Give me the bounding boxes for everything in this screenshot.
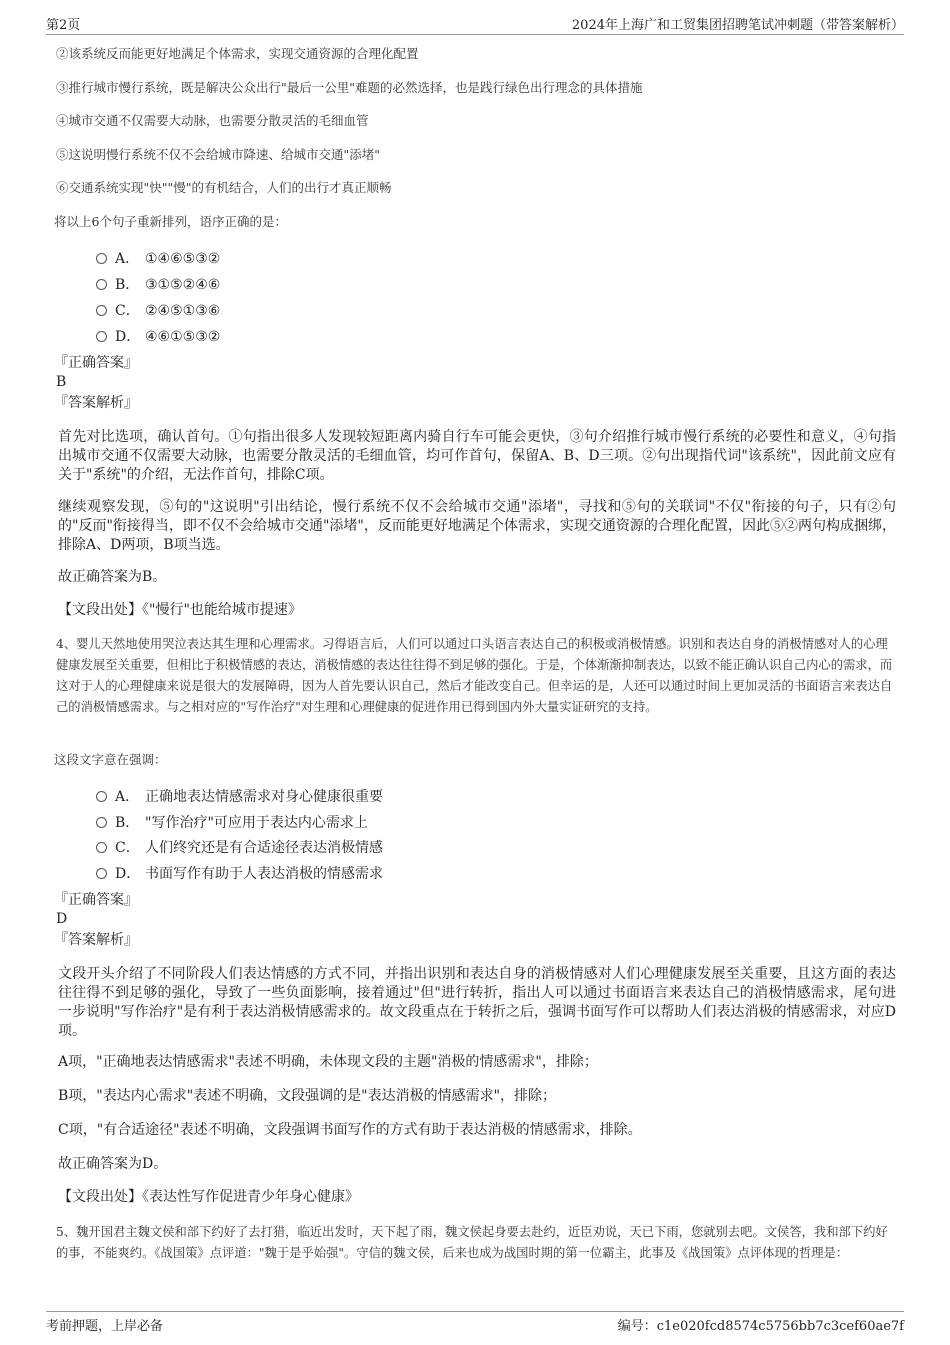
q3-sentence-4: ④城市交通不仅需要大动脉，也需要分散灵活的毛细血管 bbox=[56, 113, 369, 128]
option-letter: D． bbox=[115, 329, 141, 345]
q4-option-a[interactable] bbox=[96, 786, 383, 806]
q3-conclusion: 故正确答案为B。 bbox=[58, 569, 167, 585]
q3-sentence-2: ②该系统反而能更好地满足个体需求，实现交通资源的合理化配置 bbox=[56, 46, 419, 61]
q4-option-c[interactable] bbox=[96, 837, 383, 857]
q3-option-b[interactable] bbox=[96, 274, 220, 294]
q4-analysis-c: C项，"有合适途径"表述不明确，文段强调书面写作的方式有助于表达消极的情感需求，排除。 bbox=[58, 1122, 642, 1138]
page-footer bbox=[46, 1311, 904, 1338]
q4-analysis-b: B项，"表达内心需求"表述不明确，文段强调的是"表达消极的情感需求"，排除； bbox=[58, 1088, 557, 1104]
q4-source: 【文段出处】《表达性写作促进青少年身心健康》 bbox=[58, 1189, 359, 1205]
q3-source: 【文段出处】《"慢行"也能给城市提速》 bbox=[58, 602, 302, 618]
option-letter: A． bbox=[115, 251, 140, 267]
radio-icon[interactable] bbox=[96, 842, 107, 853]
option-text: 正确地表达情感需求对身心健康很重要 bbox=[145, 789, 383, 805]
option-text: ③①⑤②④⑥ bbox=[145, 277, 221, 293]
option-letter: C． bbox=[115, 303, 140, 319]
option-letter: A． bbox=[115, 789, 140, 805]
option-text: "写作治疗"可应用于表达内心需求上 bbox=[145, 815, 368, 831]
option-text: 人们终究还是有合适途径表达消极情感 bbox=[145, 840, 383, 856]
page-header bbox=[46, 14, 904, 35]
q4-stem: 4、婴儿天然地使用哭泣表达其生理和心理需求。习得语言后，人们可以通过口头语言表达自己的积极或消极情感。识别和表达自身的消极情感对人的心理健康发展至关重要，但相比于积极情感的表达，消极情感的表达往往得不到足够的强化。于是，个体渐渐抑制表达，以致不能正确认识自己内心的需求，而这对于人的心理健康来说是很大的发展障碍，因为人首先要认识自己，然后才能改变自己。但幸运的是，人还可以通过时间上更加灵活的书面语言来表达自己的消极情感需求。与之相对应的"写作治疗"对生理和心理健康的促进作用已得到国内外大量实证研究的支持。 bbox=[56, 637, 893, 714]
footer-slogan: 考前押题，上岸必备 bbox=[46, 1319, 164, 1334]
q3-prompt: 将以上6个句子重新排列，语序正确的是： bbox=[54, 214, 287, 229]
option-letter: C． bbox=[115, 840, 140, 856]
option-letter: B． bbox=[115, 277, 140, 293]
radio-icon[interactable] bbox=[96, 868, 107, 879]
q4-analysis-a: A项，"正确地表达情感需求"表述不明确，未体现文段的主题"消极的情感需求"，排除； bbox=[58, 1054, 598, 1070]
option-text: 书面写作有助于人表达消极的情感需求 bbox=[145, 866, 383, 882]
q3-sentence-3: ③推行城市慢行系统，既是解决公众出行"最后一公里"难题的必然选择，也是践行绿色出行理念的具体措施 bbox=[56, 80, 643, 95]
q3-sentence-6: ⑥交通系统实现"快""慢"的有机结合，人们的出行才真正顺畅 bbox=[56, 180, 392, 195]
q4-prompt: 这段文字意在强调： bbox=[54, 752, 167, 767]
radio-icon[interactable] bbox=[96, 791, 107, 802]
radio-icon[interactable] bbox=[96, 279, 107, 290]
document-title: 2024年上海广和工贸集团招聘笔试冲刺题（带答案解析） bbox=[571, 18, 904, 33]
page-number: 第2页 bbox=[46, 18, 81, 33]
option-letter: B． bbox=[115, 815, 140, 831]
radio-icon[interactable] bbox=[96, 817, 107, 828]
q3-option-c[interactable] bbox=[96, 300, 220, 320]
q3-answer: B bbox=[56, 374, 67, 390]
q4-conclusion: 故正确答案为D。 bbox=[58, 1156, 168, 1172]
option-letter: D． bbox=[115, 866, 141, 882]
q3-sentence-5: ⑤这说明慢行系统不仅不会给城市降速、给城市交通"添堵" bbox=[56, 147, 381, 162]
q3-option-a[interactable] bbox=[96, 248, 220, 268]
q4-option-d[interactable] bbox=[96, 863, 383, 883]
q3-analysis-paragraph: 继续观察发现，⑤句的"这说明"引出结论，慢行系统不仅不会给城市交通"添堵"，寻找和⑤句的关联词"不仅"衔接的句子，只有②句的"反而"衔接得当，即不仅不会给城市交通"添堵"，反而能更好地满足个体需求，实现交通资源的合理化配置，因此⑤②两句构成捆绑，排除A、D两项，B项当选。 bbox=[58, 499, 896, 553]
radio-icon[interactable] bbox=[96, 305, 107, 316]
option-text: ①④⑥⑤③② bbox=[145, 251, 221, 267]
document-id: 编号：c1e020fcd8574c5756bb7c3cef60ae7f bbox=[617, 1319, 904, 1334]
q3-option-d[interactable] bbox=[96, 326, 220, 346]
option-text: ②④⑤①③⑥ bbox=[145, 303, 221, 319]
q4-answer: D bbox=[56, 911, 68, 927]
q3-analysis-paragraph: 首先对比选项，确认首句。①句指出很多人发现较短距离内骑自行车可能会更快，③句介绍推行城市慢行系统的必要性和意义，④句指出城市交通不仅需要大动脉，也需要分散灵活的毛细血管，均可作首句，保留A、B、D三项。②句出现指代词"该系统"，因此前文应有关于"系统"的介绍，无法作首句，排除C项。 bbox=[58, 429, 896, 483]
q5-stem: 5、魏开国君主魏文侯和部下约好了去打猎，临近出发时，天下起了雨，魏文侯起身要去赴约，近臣劝说，天已下雨，您就别去吧。文侯答，我和部下约好的事，不能爽约。《战国策》点评道："魏于是乎始强"。守信的魏文侯，后来也成为战国时期的第一位霸主，此事及《战国策》点评体现的哲理是： bbox=[56, 1225, 888, 1260]
radio-icon[interactable] bbox=[96, 253, 107, 264]
q4-analysis-paragraph: 文段开头介绍了不同阶段人们表达情感的方式不同，并指出识别和表达自身的消极情感对人们心理健康发展至关重要，且这方面的表达往往得不到足够的强化，导致了一些负面影响，接着通过"但"进行转折，指出人可以通过书面语言来表达自己的消极情感需求，尾句进一步说明"写作治疗"是有利于表达消极情感需求的。故文段重点在于转折之后，强调书面写作可以帮助人们表达消极的情感需求，对应D项。 bbox=[58, 966, 896, 1039]
q4-option-b[interactable] bbox=[96, 812, 368, 832]
option-text: ④⑥①⑤③② bbox=[145, 329, 221, 345]
q3-analysis-label: 『答案解析』 bbox=[54, 395, 138, 411]
radio-icon[interactable] bbox=[96, 331, 107, 342]
q4-analysis-label: 『答案解析』 bbox=[54, 932, 138, 948]
q4-answer-label: 『正确答案』 bbox=[54, 892, 138, 908]
q3-answer-label: 『正确答案』 bbox=[54, 355, 138, 371]
